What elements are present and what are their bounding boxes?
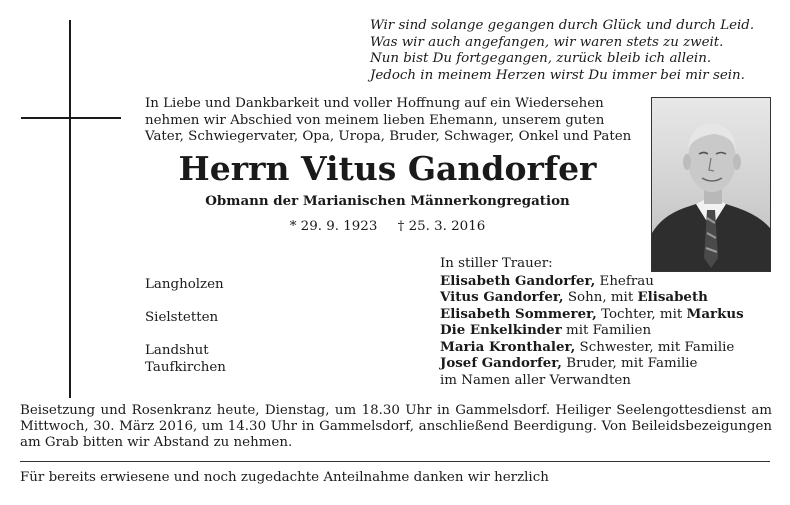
intro-line: In Liebe und Dankbarkeit und voller Hoffnung auf ein Wiedersehen <box>145 96 604 111</box>
mourner-partner: Elisabeth <box>637 289 708 305</box>
poem-line: Jedoch in meinem Herzen wirst Du immer bei mir sein. <box>370 67 745 83</box>
intro-line: nehmen wir Abschied von meinem lieben Ehemann, unserem guten <box>145 112 605 128</box>
intro-text <box>145 96 645 146</box>
life-dates <box>145 218 630 235</box>
mourner-relation: Sohn, mit <box>563 290 638 305</box>
portrait-image <box>652 98 770 271</box>
place-name: Taufkirchen <box>145 359 226 375</box>
cross-vertical-bar <box>69 20 71 398</box>
deceased-name: Herrn Vitus Gandorfer <box>178 149 597 188</box>
funeral-details: Beisetzung und Rosenkranz heute, Dienstag, um 18.30 Uhr in Gammelsdorf. Heiliger Seelengottesdienst am Mittwoch, 30. März 2016, um 14.30 Uhr in Gammelsdorf, anschließend Beerdigung. Von Beileidsbezeigungen am Grab bitten wir Abstand zu nehmen. <box>20 403 772 450</box>
mourner-row <box>440 273 744 290</box>
place-name: Sielstetten <box>145 310 219 325</box>
poem <box>370 18 775 84</box>
mourners-list <box>440 256 744 388</box>
place-spacer <box>145 327 226 344</box>
mourner-relation: Schwester, mit Familie <box>575 339 735 355</box>
mourner-row <box>440 289 744 306</box>
death-date: † 25. 3. 2016 <box>397 219 486 234</box>
places-column <box>145 277 226 376</box>
mourner-name: Elisabeth Sommerer, <box>440 305 597 322</box>
place-name: Landshut <box>145 343 209 358</box>
mourners-header: In stiller Trauer: <box>440 256 553 271</box>
birth-date: * 29. 9. 1923 <box>289 219 378 234</box>
mourner-partner: Markus <box>686 305 744 322</box>
place-name: Langholzen <box>145 277 224 292</box>
portrait-photo <box>651 97 771 272</box>
mourner-name: Vitus Gandorfer, <box>440 289 564 305</box>
cross-horizontal-bar <box>21 117 121 119</box>
mourner-row <box>440 372 744 389</box>
mourner-name: Josef Gandorfer, <box>440 355 562 371</box>
mourner-relation: mit Familien <box>561 323 652 338</box>
place-spacer <box>145 294 226 311</box>
mourner-relation: im Namen aller Verwandten <box>440 372 631 388</box>
mourner-row <box>440 306 744 323</box>
mourner-relation: Bruder, mit Familie <box>561 356 698 371</box>
mourner-relation: Tochter, mit <box>596 306 687 322</box>
poem-line: Nun bist Du fortgegangen, zurück bleib ich allein. <box>370 51 712 66</box>
mourner-name: Maria Kronthaler, <box>440 338 576 355</box>
divider <box>20 461 770 462</box>
mourner-row <box>440 339 744 356</box>
mourner-relation: Ehefrau <box>595 273 654 289</box>
deceased-role: Obmann der Marianischen Männerkongregation <box>205 193 570 209</box>
poem-line: Wir sind solange gegangen durch Glück und durch Leid. <box>370 18 755 33</box>
poem-line: Was wir auch angefangen, wir waren stets zu zweit. <box>370 34 724 50</box>
mourner-name: Die Enkelkinder <box>440 322 562 338</box>
intro-line: Vater, Schwiegervater, Opa, Uropa, Bruder, Schwager, Onkel und Paten <box>145 129 632 144</box>
mourner-name: Elisabeth Gandorfer, <box>440 272 596 289</box>
mourner-row <box>440 322 744 339</box>
mourner-row <box>440 355 744 372</box>
thanks-line: Für bereits erwiesene und noch zugedachte Anteilnahme danken wir herzlich <box>20 470 549 485</box>
